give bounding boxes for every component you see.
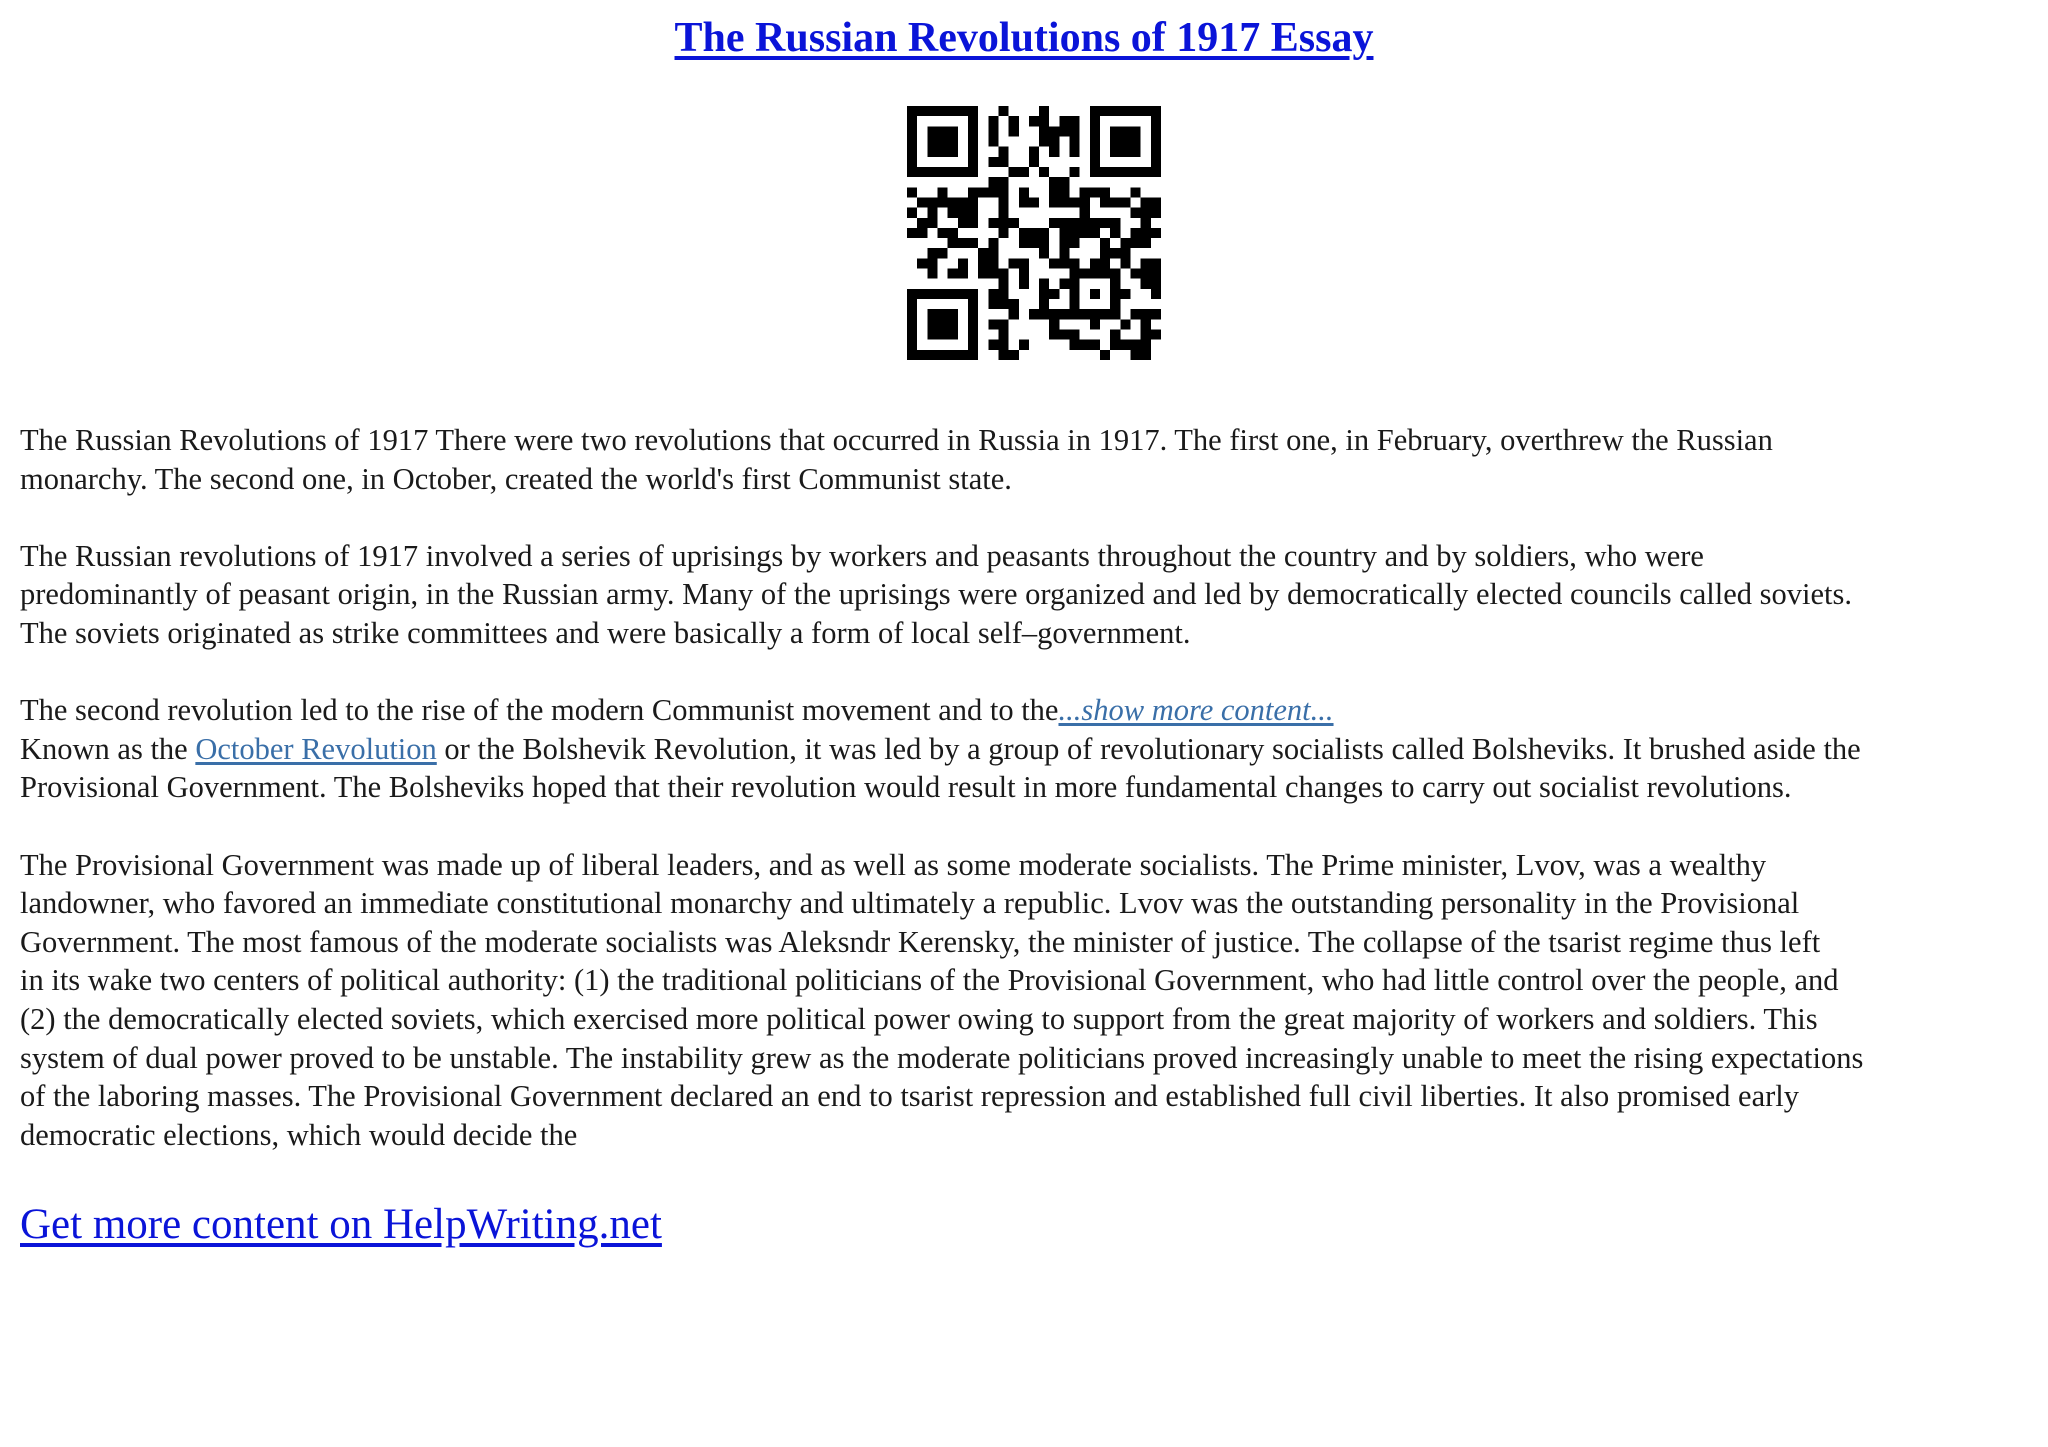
qr-code-icon: [907, 106, 1161, 360]
paragraph-5: [20, 846, 2030, 1155]
paragraph-5-line-7: of the laboring masses. The Provisional Government declared an end to tsarist repression and established full civil liberties. It also promised early: [20, 1079, 1799, 1114]
paragraph-5-line-4: in its wake two centers of political authority: (1) the traditional politicians of the Provisional Government, who had little control over the people, and: [20, 963, 1839, 998]
paragraph-5-line-1: The Provisional Government was made up of liberal leaders, and as well as some moderate socialists. The Prime minister, Lvov, was a wealthy: [20, 847, 1767, 882]
paragraph-1: [20, 421, 2030, 498]
paragraph-5-line-5: (2) the democratically elected soviets, which exercised more political power owing to support from the great majority of workers and soldiers. This: [20, 1001, 1818, 1036]
paragraph-2-line-2: predominantly of peasant origin, in the Russian army. Many of the uprisings were organized and led by democratically elected councils called soviets.: [20, 577, 1853, 612]
page-title-link[interactable]: The Russian Revolutions of 1917 Essay: [674, 15, 1374, 61]
paragraph-2: [20, 537, 2030, 653]
footer-helpwriting-link[interactable]: Get more content on HelpWriting.net: [20, 1201, 662, 1248]
essay-body: [20, 421, 2030, 1154]
paragraph-3: [20, 691, 2030, 730]
title-container: [0, 14, 2048, 62]
paragraph-1-line-1: The Russian Revolutions of 1917 There were two revolutions that occurred in Russia in 1917. The first one, in February, overthrew the Russian: [20, 423, 1773, 457]
paragraph-5-line-3: Government. The most famous of the moderate socialists was Aleksndr Kerensky, the minister of justice. The collapse of the tsarist regime thus left: [20, 924, 1821, 959]
paragraph-5-line-8: democratic elections, which would decide the: [20, 1117, 578, 1152]
paragraph-2-line-3: The soviets originated as strike committees and were basically a form of local self–government.: [20, 615, 1191, 650]
paragraph-5-line-2: landowner, who favored an immediate constitutional monarchy and ultimately a republic. Lvov was the outstanding personality in the Provisional: [20, 886, 1800, 921]
paragraph-4: [20, 730, 2030, 807]
paragraph-4-prefix: Known as the: [20, 731, 196, 766]
paragraph-1-line-2: monarchy. The second one, in October, created the world's first Communist state.: [20, 461, 1012, 496]
show-more-link[interactable]: ...show more content...: [1058, 693, 1334, 728]
paragraph-4-suffix: or the Bolshevik Revolution, it was led by a group of revolutionary socialists called Bolsheviks. It brushed aside the: [436, 731, 1861, 766]
paragraph-4-line-2: Provisional Government. The Bolsheviks hoped that their revolution would result in more fundamental changes to carry out socialist revolutions.: [20, 770, 1792, 805]
paragraph-5-line-6: system of dual power proved to be unstable. The instability grew as the moderate politicians proved increasingly unable to meet the rising expectations: [20, 1040, 1864, 1075]
paragraph-3-text: The second revolution led to the rise of the modern Communist movement and to the: [20, 693, 1059, 728]
paragraph-2-line-1: The Russian revolutions of 1917 involved a series of uprisings by workers and peasants throughout the country and by soldiers, who were: [20, 538, 1704, 573]
october-revolution-link[interactable]: October Revolution: [195, 731, 437, 766]
